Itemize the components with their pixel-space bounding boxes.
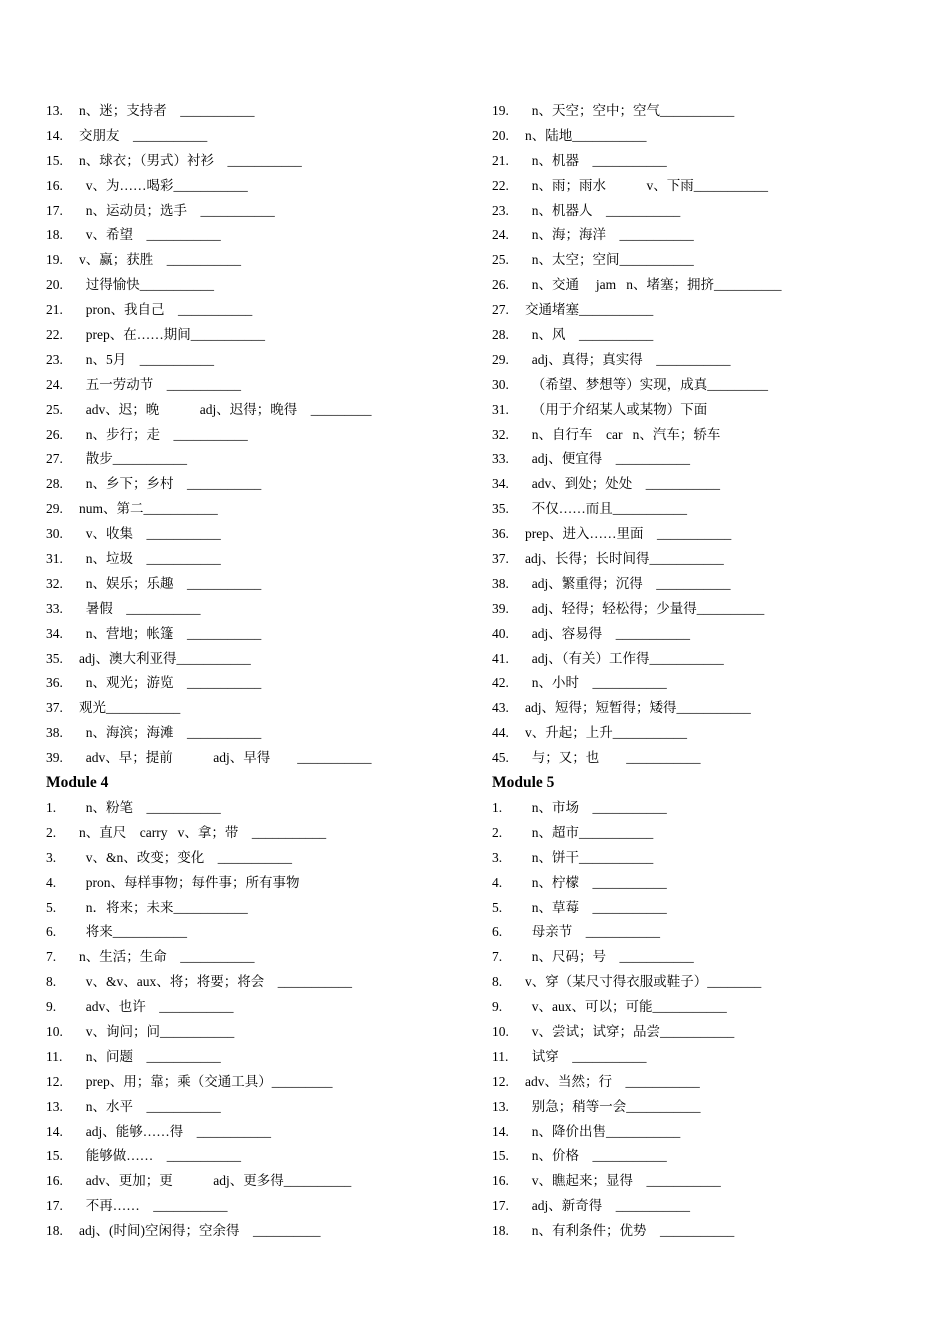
vocabulary-item — [46, 99, 466, 124]
item-text: 暑假 ___________ — [79, 600, 201, 616]
item-number: 13. — [46, 103, 63, 118]
vocabulary-item — [492, 1169, 932, 1194]
item-number: 25. — [46, 401, 63, 417]
item-number: 32. — [46, 575, 63, 591]
item-number: 31. — [492, 401, 509, 417]
vocabulary-item — [492, 920, 932, 945]
item-text: n、尺码；号 ___________ — [525, 949, 694, 965]
item-number: 20. — [46, 277, 63, 293]
item-text: 能够做…… ___________ — [79, 1148, 241, 1164]
item-text: 母亲节 ___________ — [525, 924, 660, 940]
item-text: prep、用；靠；乘（交通工具）_________ — [79, 1073, 333, 1089]
vocabulary-item — [492, 1144, 932, 1169]
vocabulary-item — [492, 1045, 932, 1070]
item-number: 39. — [46, 750, 63, 766]
item-number: 6. — [492, 924, 503, 940]
item-number: 25. — [492, 252, 509, 268]
vocabulary-item — [492, 721, 932, 746]
item-number: 30. — [46, 526, 63, 542]
item-number: 38. — [492, 575, 509, 591]
item-number: 35. — [492, 501, 509, 517]
item-text: n、柠檬 ___________ — [525, 874, 667, 890]
item-text: 将来___________ — [79, 924, 187, 940]
vocabulary-item — [492, 846, 932, 871]
item-text: v、aux、可以；可能___________ — [525, 999, 727, 1015]
item-text: adv、更加；更 adj、更多得__________ — [79, 1173, 352, 1189]
item-text: （希望、梦想等）实现，成真_________ — [525, 376, 768, 392]
vocabulary-item — [492, 199, 932, 224]
vocabulary-item — [492, 995, 932, 1020]
vocabulary-item — [46, 622, 466, 647]
item-text: n、雨；雨水 v、下雨___________ — [525, 177, 768, 193]
right-vocabulary-list — [492, 99, 932, 771]
vocabulary-item — [46, 199, 466, 224]
item-text: adv、到处；处处 ___________ — [525, 476, 720, 492]
vocabulary-item — [46, 248, 466, 273]
item-text: n、观光；游览 ___________ — [79, 675, 262, 691]
item-number: 2. — [46, 824, 57, 840]
vocabulary-item — [46, 447, 466, 472]
vocabulary-item — [492, 298, 932, 323]
item-text: n、粉笔 ___________ — [79, 799, 221, 815]
item-text: adv、早；提前 adj、早得 ___________ — [79, 750, 372, 766]
vocabulary-item — [46, 647, 466, 672]
vocabulary-item — [46, 323, 466, 348]
vocabulary-item — [46, 472, 466, 497]
item-text: v、为……喝彩___________ — [79, 177, 248, 193]
item-number: 15. — [46, 1148, 63, 1164]
item-number: 16. — [46, 1173, 63, 1189]
vocabulary-item — [46, 124, 466, 149]
item-text: num、第二___________ — [79, 501, 218, 517]
vocabulary-item — [492, 647, 932, 672]
item-number: 32. — [492, 426, 509, 442]
item-number: 5. — [46, 899, 57, 915]
item-number: 27. — [46, 451, 63, 467]
item-number: 26. — [46, 426, 63, 442]
item-number: 11. — [492, 1048, 509, 1064]
item-number: 42. — [492, 675, 509, 691]
vocabulary-item — [46, 821, 466, 846]
item-text: n、机器 ___________ — [525, 152, 667, 168]
vocabulary-item — [46, 945, 466, 970]
item-text: n、草莓 ___________ — [525, 899, 667, 915]
item-number: 24. — [46, 376, 63, 392]
item-number: 33. — [46, 600, 63, 616]
item-text: adj、便宜得 ___________ — [525, 451, 690, 467]
item-text: n、海滨；海滩 ___________ — [79, 725, 262, 741]
item-text: n、市场 ___________ — [525, 799, 667, 815]
vocabulary-item — [46, 547, 466, 572]
item-text: n、生活；生命 ___________ — [79, 949, 255, 965]
item-number: 14. — [46, 1123, 63, 1139]
item-number: 17. — [492, 1198, 509, 1214]
item-number: 13. — [46, 1098, 63, 1114]
item-text: adv、也许 ___________ — [79, 999, 234, 1015]
item-number: 23. — [492, 202, 509, 218]
item-number: 41. — [492, 650, 509, 666]
item-text: n、迷；支持者 ___________ — [79, 103, 255, 118]
item-number: 16. — [492, 1173, 509, 1189]
vocabulary-item — [46, 1095, 466, 1120]
item-number: 29. — [492, 351, 509, 367]
item-number: 19. — [46, 252, 63, 268]
vocabulary-item — [492, 99, 932, 124]
vocabulary-item — [492, 348, 932, 373]
item-number: 16. — [46, 177, 63, 193]
vocabulary-item — [46, 398, 466, 423]
vocabulary-item — [492, 273, 932, 298]
item-text: v、尝试；试穿；品尝___________ — [525, 1023, 735, 1039]
vocabulary-item — [46, 721, 466, 746]
vocabulary-item — [46, 1045, 466, 1070]
item-number: 21. — [492, 152, 509, 168]
item-number: 14. — [46, 127, 63, 143]
vocabulary-item — [492, 945, 932, 970]
vocabulary-item — [492, 373, 932, 398]
item-text: v、赢；获胜 ___________ — [79, 252, 241, 268]
item-number: 12. — [46, 1073, 63, 1089]
item-number: 4. — [492, 874, 503, 890]
item-text: adj、能够……得 ___________ — [79, 1123, 271, 1139]
item-text: pron、每样事物；每件事；所有事物 — [79, 874, 300, 890]
item-number: 37. — [46, 700, 63, 716]
vocabulary-item — [46, 273, 466, 298]
item-text: n、问题 ___________ — [79, 1048, 221, 1064]
vocabulary-item — [492, 174, 932, 199]
vocabulary-item — [492, 398, 932, 423]
vocabulary-item — [46, 970, 466, 995]
item-text: pron、我自己 ___________ — [79, 302, 253, 318]
item-number: 9. — [492, 999, 503, 1015]
item-number: 2. — [492, 824, 503, 840]
item-number: 8. — [492, 974, 503, 990]
item-number: 18. — [492, 1223, 509, 1239]
item-text: v、瞧起来；显得 ___________ — [525, 1173, 721, 1189]
item-text: adj、短得；短暂得；矮得___________ — [525, 700, 751, 716]
item-number: 30. — [492, 376, 509, 392]
item-number: 44. — [492, 725, 509, 741]
item-number: 10. — [492, 1023, 509, 1039]
item-number: 34. — [46, 625, 63, 641]
item-number: 26. — [492, 277, 509, 293]
vocabulary-item — [492, 223, 932, 248]
vocabulary-item — [46, 348, 466, 373]
item-text: n、天空；空中；空气___________ — [525, 103, 735, 118]
item-text: n、价格 ___________ — [525, 1148, 667, 1164]
module-4-vocabulary-list — [46, 796, 466, 1244]
item-number: 22. — [46, 327, 63, 343]
item-number: 24. — [492, 227, 509, 243]
item-number: 20. — [492, 127, 509, 143]
item-text: adv、迟；晚 adj、迟得；晚得 _________ — [79, 401, 372, 417]
item-text: 试穿 ___________ — [525, 1048, 647, 1064]
item-number: 40. — [492, 625, 509, 641]
item-number: 9. — [46, 999, 57, 1015]
vocabulary-item — [492, 423, 932, 448]
item-number: 17. — [46, 202, 63, 218]
item-text: adj、(时间)空闲得；空余得 __________ — [79, 1223, 321, 1239]
vocabulary-item — [46, 597, 466, 622]
item-number: 15. — [492, 1148, 509, 1164]
module-4-heading: Module 4 — [46, 774, 109, 792]
item-number: 11. — [46, 1048, 63, 1064]
item-text: n、太空；空间___________ — [525, 252, 694, 268]
item-text: adj、（有关）工作得___________ — [525, 650, 724, 666]
item-text: v、升起；上升___________ — [525, 725, 687, 741]
item-text: adj、容易得 ___________ — [525, 625, 690, 641]
vocabulary-item — [46, 796, 466, 821]
left-vocabulary-list — [46, 99, 466, 771]
item-text: n、超市___________ — [525, 824, 654, 840]
item-text: n、水平 ___________ — [79, 1098, 221, 1114]
vocabulary-item — [46, 572, 466, 597]
item-text: v、&v、aux、将；将要；将会 ___________ — [79, 974, 352, 990]
item-text: n、自行车 car n、汽车；轿车 — [525, 426, 721, 442]
item-text: n、步行；走 ___________ — [79, 426, 248, 442]
item-number: 35. — [46, 650, 63, 666]
item-text: 散步___________ — [79, 451, 187, 467]
vocabulary-item — [492, 1095, 932, 1120]
vocabulary-item — [492, 696, 932, 721]
item-text: v、询问；问___________ — [79, 1023, 235, 1039]
item-text: 交朋友 ___________ — [79, 127, 208, 143]
vocabulary-item — [46, 920, 466, 945]
vocabulary-item — [492, 1219, 932, 1244]
item-text: 观光___________ — [79, 700, 181, 716]
vocabulary-item — [492, 796, 932, 821]
item-number: 28. — [46, 476, 63, 492]
item-number: 10. — [46, 1023, 63, 1039]
item-text: n、海；海洋 ___________ — [525, 227, 694, 243]
item-number: 14. — [492, 1123, 509, 1139]
item-text: 不再…… ___________ — [79, 1198, 228, 1214]
item-text: adj、真得；真实得 ___________ — [525, 351, 731, 367]
item-number: 45. — [492, 750, 509, 766]
module-5-heading: Module 5 — [492, 774, 555, 792]
item-number: 38. — [46, 725, 63, 741]
item-text: v、希望 ___________ — [79, 227, 221, 243]
item-number: 33. — [492, 451, 509, 467]
vocabulary-item — [492, 1070, 932, 1095]
item-number: 43. — [492, 700, 509, 716]
vocabulary-item — [46, 1219, 466, 1244]
item-number: 1. — [492, 799, 503, 815]
item-text: v、&n、改变；变化 ___________ — [79, 849, 293, 865]
vocabulary-item — [46, 1194, 466, 1219]
item-number: 12. — [492, 1073, 509, 1089]
vocabulary-item — [46, 746, 466, 771]
vocabulary-item — [492, 522, 932, 547]
item-number: 21. — [46, 302, 63, 318]
item-number: 18. — [46, 1223, 63, 1239]
item-text: 与；又；也 ___________ — [525, 750, 701, 766]
vocabulary-item — [46, 995, 466, 1020]
vocabulary-item — [46, 1070, 466, 1095]
vocabulary-item — [46, 298, 466, 323]
vocabulary-item — [46, 522, 466, 547]
item-number: 19. — [492, 103, 509, 118]
item-text: n、运动员；选手 ___________ — [79, 202, 275, 218]
vocabulary-item — [46, 1020, 466, 1045]
item-text: n、风 ___________ — [525, 327, 654, 343]
item-text: n、饼干___________ — [525, 849, 654, 865]
item-text: n、降价出售___________ — [525, 1123, 681, 1139]
item-text: n、营地；帐篷 ___________ — [79, 625, 262, 641]
vocabulary-item — [492, 1020, 932, 1045]
item-number: 18. — [46, 227, 63, 243]
vocabulary-item — [492, 547, 932, 572]
item-text: 别急；稍等一会___________ — [525, 1098, 701, 1114]
vocabulary-item — [492, 1194, 932, 1219]
vocabulary-item — [492, 821, 932, 846]
item-text: n、小时 ___________ — [525, 675, 667, 691]
item-text: n、陆地___________ — [525, 127, 647, 143]
item-number: 27. — [492, 302, 509, 318]
item-number: 3. — [492, 849, 503, 865]
item-number: 6. — [46, 924, 57, 940]
item-text: n、乡下；乡村 ___________ — [79, 476, 262, 492]
item-text: n、5月 ___________ — [79, 351, 214, 367]
item-number: 3. — [46, 849, 57, 865]
vocabulary-item — [46, 174, 466, 199]
item-number: 37. — [492, 551, 509, 567]
vocabulary-item — [46, 497, 466, 522]
item-text: 不仅……而且___________ — [525, 501, 687, 517]
vocabulary-item — [492, 447, 932, 472]
vocabulary-item — [46, 223, 466, 248]
item-text: adj、轻得；轻松得；少量得__________ — [525, 600, 765, 616]
item-text: v、穿（某尺寸得衣服或鞋子）________ — [525, 974, 762, 990]
item-text: 五一劳动节 ___________ — [79, 376, 241, 392]
item-number: 31. — [46, 551, 63, 567]
vocabulary-item — [46, 696, 466, 721]
vocabulary-item — [46, 1144, 466, 1169]
item-number: 8. — [46, 974, 57, 990]
vocabulary-item — [492, 497, 932, 522]
item-text: 过得愉快___________ — [79, 277, 214, 293]
vocabulary-item — [46, 846, 466, 871]
vocabulary-item — [492, 896, 932, 921]
item-text: adj、长得；长时间得___________ — [525, 551, 724, 567]
vocabulary-item — [492, 746, 932, 771]
item-text: n、有利条件；优势 ___________ — [525, 1223, 735, 1239]
vocabulary-item — [492, 323, 932, 348]
vocabulary-item — [492, 671, 932, 696]
vocabulary-item — [492, 622, 932, 647]
item-number: 4. — [46, 874, 57, 890]
vocabulary-item — [492, 572, 932, 597]
vocabulary-item — [46, 1120, 466, 1145]
item-text: n、交通 jam n、堵塞；拥挤__________ — [525, 277, 782, 293]
item-text: 交通堵塞___________ — [525, 302, 654, 318]
item-text: n、球衣；（男式）衬衫 ___________ — [79, 152, 302, 168]
vocabulary-item — [492, 970, 932, 995]
vocabulary-item — [46, 671, 466, 696]
item-number: 34. — [492, 476, 509, 492]
vocabulary-item — [492, 1120, 932, 1145]
item-number: 23. — [46, 351, 63, 367]
item-number: 17. — [46, 1198, 63, 1214]
item-text: adj、澳大利亚得___________ — [79, 650, 251, 666]
vocabulary-item — [492, 248, 932, 273]
item-number: 28. — [492, 327, 509, 343]
vocabulary-item — [46, 149, 466, 174]
item-number: 22. — [492, 177, 509, 193]
item-number: 36. — [46, 675, 63, 691]
item-text: n、垃圾 ___________ — [79, 551, 221, 567]
item-number: 5. — [492, 899, 503, 915]
item-text: n．将来；未来___________ — [79, 899, 248, 915]
item-number: 7. — [46, 949, 57, 965]
item-text: v、收集 ___________ — [79, 526, 221, 542]
item-number: 15. — [46, 152, 63, 168]
vocabulary-item — [46, 373, 466, 398]
module-5-vocabulary-list — [492, 796, 932, 1244]
vocabulary-item — [492, 472, 932, 497]
item-text: n、直尺 carry v、拿；带 ___________ — [79, 824, 327, 840]
item-text: （用于介绍某人或某物）下面 — [525, 401, 708, 417]
item-text: adv、当然；行 ___________ — [525, 1073, 700, 1089]
item-text: n、娱乐；乐趣 ___________ — [79, 575, 262, 591]
item-text: adj、新奇得 ___________ — [525, 1198, 690, 1214]
vocabulary-item — [492, 597, 932, 622]
vocabulary-item — [492, 871, 932, 896]
vocabulary-item — [46, 871, 466, 896]
left-column — [46, 99, 466, 1244]
item-number: 7. — [492, 949, 503, 965]
item-number: 39. — [492, 600, 509, 616]
item-number: 1. — [46, 799, 57, 815]
item-text: prep、进入……里面 ___________ — [525, 526, 732, 542]
vocabulary-item — [492, 124, 932, 149]
vocabulary-item — [46, 1169, 466, 1194]
right-column — [492, 99, 932, 1244]
vocabulary-item — [46, 896, 466, 921]
item-text: adj、繁重得；沉得 ___________ — [525, 575, 731, 591]
item-number: 13. — [492, 1098, 509, 1114]
item-number: 29. — [46, 501, 63, 517]
item-number: 36. — [492, 526, 509, 542]
vocabulary-item — [46, 423, 466, 448]
item-text: prep、在……期间___________ — [79, 327, 265, 343]
vocabulary-item — [492, 149, 932, 174]
item-text: n、机器人 ___________ — [525, 202, 681, 218]
